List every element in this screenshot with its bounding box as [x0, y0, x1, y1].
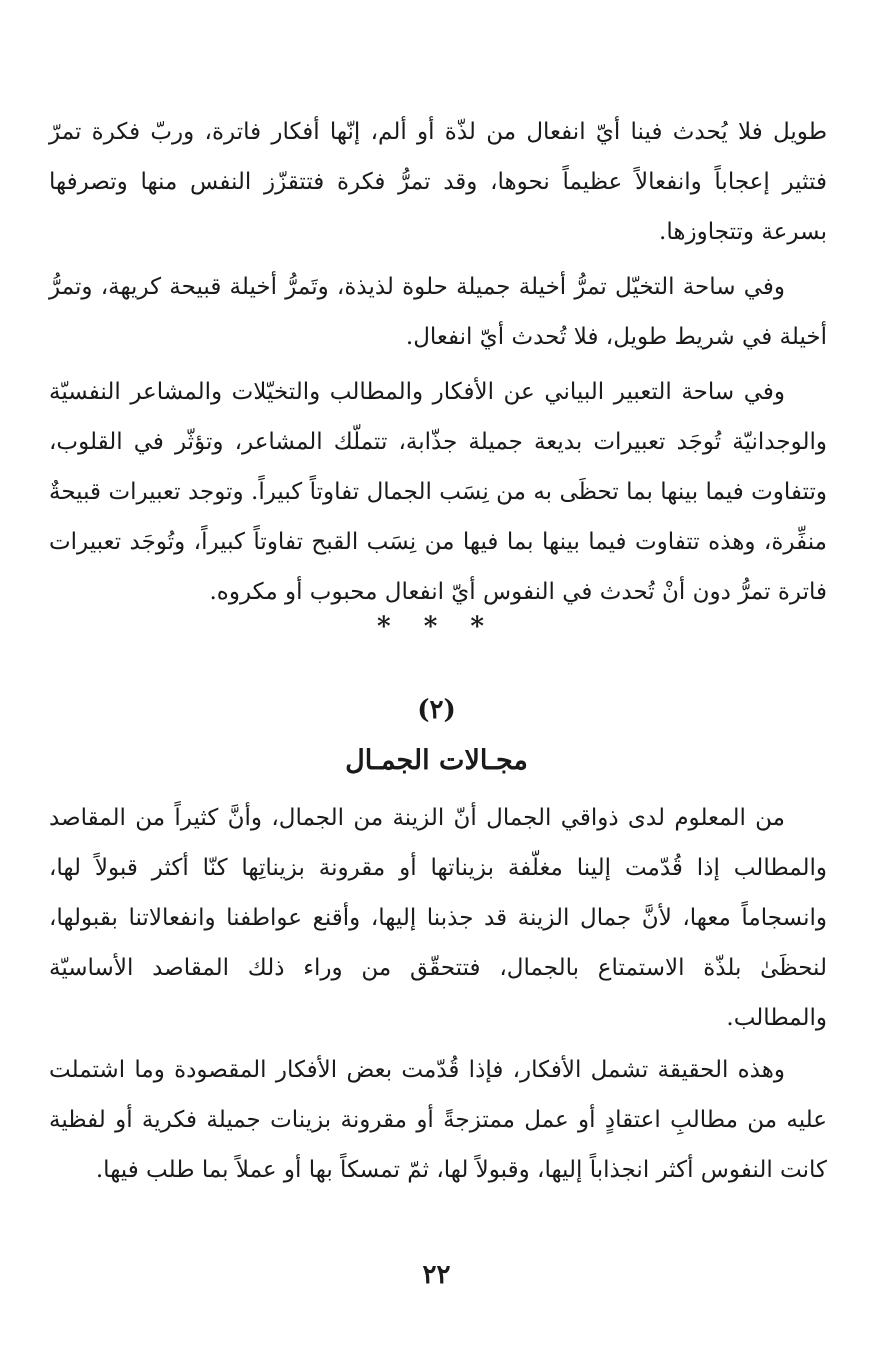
paragraph-continuation: طويل فلا يُحدث فينا أيّ انفعال من لذّة أو ألم، إنّها أفكار فاترة، وربّ فكرة تمرّ فتثير إعجاباً وانفعالاً عظيماً نحوها، وقد تمرُّ فكرة فتتقزّز النفس منها وتصرفها بسرعة وتتجاوزها. [49, 119, 827, 245]
paragraph-imagination: وفي ساحة التخيّل تمرُّ أخيلة جميلة حلوة لذيذة، وتَمرُّ أخيلة قبيحة كريهة، وتمرُّ أخيلة في شريط طويل، فلا تُحدث أيّ انفعال. [49, 274, 827, 350]
section-number: (٢) [417, 695, 456, 725]
paragraph-ideas: وهذه الحقيقة تشمل الأفكار، فإذا قُدّمت بعض الأفكار المقصودة وما اشتملت عليه من مطالبِ اعتقادٍ أو عمل ممتزجةً أو مقرونة بزينات جميلة فكرية أو لفظية كانت النفوس أكثر انجذاباً إليها، وقبولاً لها، ثمّ تمسكاً بها أو عملاً بما طلب فيها. [49, 1057, 827, 1183]
section-title: مجـالات الجمـال [345, 745, 528, 776]
paragraph-expression: وفي ساحة التعبير البياني عن الأفكار والمطالب والتخيّلات والمشاعر النفسيّة والوجدانيّة تُوجَد تعبيرات بديعة جميلة جذّابة، تتملّك المشاعر، وتؤثّر في القلوب، وتتفاوت فيما بينها بما تحظَى به من نِسَب الجمال تفاوتاً كبيراً. وتوجد تعبيرات قبيحةٌ منفِّرة، وهذه تتفاوت فيما بينها بما فيها من نِسَب القبح تفاوتاً كبيراً، وتُوجَد تعبيرات فاترة تمرُّ دون أنْ تُحدث في النفوس أيّ انفعال محبوب أو مكروه. [49, 379, 828, 605]
paragraph-adornment: من المعلوم لدى ذواقي الجمال أنّ الزينة من الجمال، وأنَّ كثيراً من المقاصد والمطالب إذا قُدّمت إلينا مغلّفة بزيناتها أو مقرونة بزيناتِها كنّا أكثر قبولاً لها، وانسجاماً معها، لأنَّ جمال الزينة قد جذبنا إليها، وأقنع عواطفنا وانفعالاتنا بقبولها، لنحظَىٰ بلذّة الاستمتاع بالجمال، فتتحقّق من وراء ذلك المقاصد الأساسيّة والمطالب. [49, 805, 827, 1031]
section-separator: * * * [377, 612, 496, 642]
page-number: ٢٢ [422, 1260, 451, 1290]
